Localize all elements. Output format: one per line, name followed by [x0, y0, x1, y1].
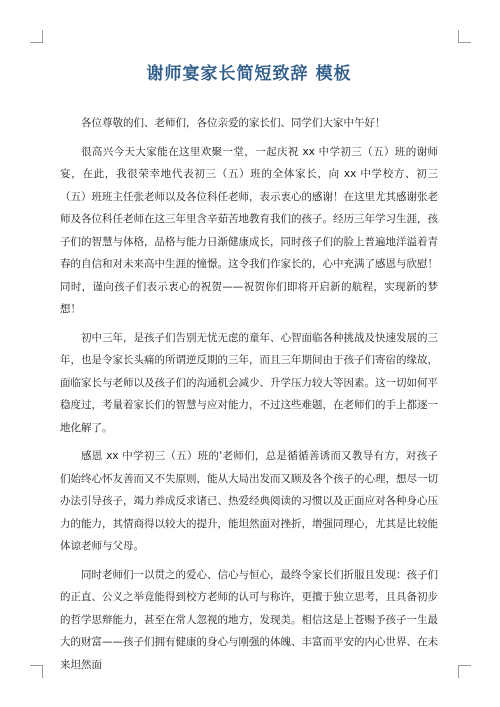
page-corner-mark-top-left	[30, 30, 43, 43]
document-page	[60, 60, 438, 682]
paragraph-teachers-care: 同时老师们一以贯之的爱心、信心与恒心，最终令家长们折服且发现：孩子们的正直、公义之举竟能得到校方老师的认可与称许，更擅于独立思考，且具备初步的哲学思辩能力，甚至在常人忽视的地方，发现美。相信这是上苍赐予孩子一生最大的财富——孩子们拥有健康的身心与刚强的体魄、丰富而平安的内心世界、在未来坦然面	[60, 568, 438, 671]
page-corner-mark-top-right	[458, 30, 471, 43]
paragraph-gratitude-teachers: 感恩 xx 中学初三（五）班的'老师们，总是循循善诱而又教导有方，对孩子们始终心怀友善而又不失原则，能从大局出发而又顾及各个孩子的心理，想尽一切办法引导孩子，竭力养成反求诸已、热爱经典阅读的习惯以及正面应对各种身心压力的能力，其情商得以较大的提升，能坦然面对挫折，增强同理心，尤其是比较能体谅老师与父母。	[60, 450, 438, 552]
document-title: 谢师宴家长简短致辞 模板	[146, 64, 352, 84]
page-corner-mark-bottom-left	[30, 665, 43, 678]
page-corner-mark-bottom-right	[458, 665, 471, 678]
paragraph-thanks: 很高兴今天大家能在这里欢聚一堂，一起庆祝 xx 中学初三（五）班的谢师宴，在此，我很荣幸地代表初三（五）班的全体家长，向 xx 中学校方、初三（五）班班主任张老师以及各位科任老师，表示衷心的感谢！在这里尤其感谢张老师及各位科任老师在这三年里含辛茹苦地教育我们的孩子。经历三年学习生涯，孩子们的智慧与体格，品格与能力日渐健康成长，同时孩子们的脸上普遍地洋溢着青春的自信和对未来高中生涯的憧憬。这令我们作家长的，心中充满了感恩与欣慰！同时，谨向孩子们表示衷心的祝贺——祝贺你们即将开启新的航程，实现新的梦想！	[60, 145, 438, 315]
paragraph-three-years: 初中三年，是孩子们告别无忧无虑的童年、心智面临各种挑战及快速发展的三年，也是令家长头痛的所谓逆反期的三年，而且三年期间由于孩子们寄宿的缘故，面临家长与老师以及孩子们的沟通机会减少、升学压力较大等因素。这一切如何平稳度过，考量着家长们的智慧与应对能力，不过这些难题，在老师们的手上都逐一地化解了。	[60, 331, 438, 434]
paragraph-greeting: 各位尊敬的们、老师们，各位亲爱的家长们、同学们大家中午好！	[81, 117, 386, 129]
